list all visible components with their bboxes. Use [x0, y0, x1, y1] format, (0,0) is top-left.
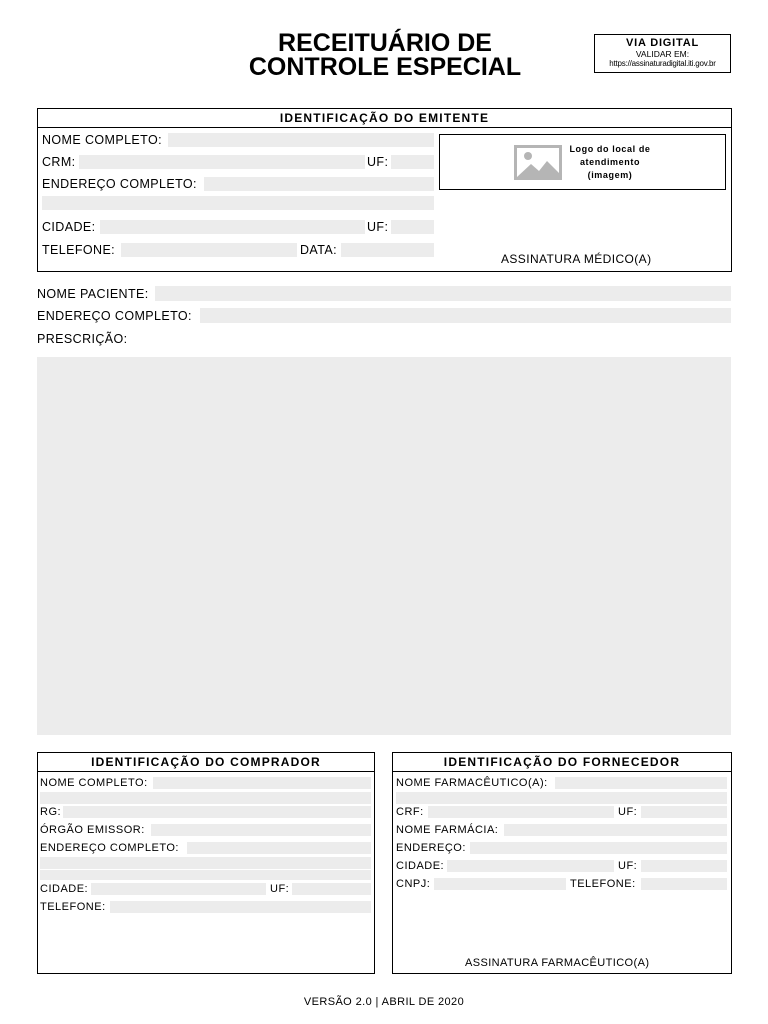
emitente-telefone-label: TELEFONE: [42, 243, 116, 257]
emitente-telefone-field[interactable] [121, 243, 297, 257]
paciente-endereco-label: ENDEREÇO COMPLETO: [37, 309, 192, 323]
fornecedor-cidade-label: CIDADE: [396, 860, 445, 872]
image-icon [514, 145, 562, 180]
fornecedor-telefone-label: TELEFONE: [570, 878, 636, 890]
fornecedor-telefone-field[interactable] [641, 878, 727, 890]
document-title-line1: RECEITUÁRIO DE [278, 29, 492, 57]
emitente-endereco-label: ENDEREÇO COMPLETO: [42, 177, 197, 191]
fornecedor-endereco-label: ENDEREÇO: [396, 842, 466, 854]
comprador-endereco-field-line2[interactable] [40, 857, 371, 869]
fornecedor-crf-field[interactable] [428, 806, 614, 818]
comprador-endereco-field[interactable] [187, 842, 371, 854]
assinatura-medico-label: ASSINATURA MÉDICO(A) [501, 252, 652, 266]
fornecedor-uf-label: UF: [618, 806, 638, 818]
emitente-uf2-label: UF: [367, 220, 389, 234]
emitente-nome-field[interactable] [168, 133, 434, 147]
emitente-heading: IDENTIFICAÇÃO DO EMITENTE [38, 109, 731, 128]
prescricao-label: PRESCRIÇÃO: [37, 332, 128, 346]
comprador-heading: IDENTIFICAÇÃO DO COMPRADOR [38, 753, 374, 772]
comprador-orgao-field[interactable] [151, 824, 371, 836]
comprador-endereco-field-line3[interactable] [40, 870, 371, 880]
comprador-telefone-field[interactable] [110, 901, 371, 913]
emitente-uf-field[interactable] [391, 155, 434, 169]
comprador-rg-label: RG: [40, 806, 62, 818]
emitente-crm-field[interactable] [79, 155, 365, 169]
comprador-cidade-field[interactable] [91, 883, 266, 895]
fornecedor-endereco-field[interactable] [470, 842, 727, 854]
via-digital-url[interactable]: https://assinaturadigital.iti.gov.br [609, 59, 716, 68]
via-digital-validate-label: VALIDAR EM: [635, 49, 690, 59]
fornecedor-uf2-label: UF: [618, 860, 638, 872]
paciente-nome-label: NOME PACIENTE: [37, 287, 149, 301]
via-digital-box [594, 34, 731, 73]
fornecedor-farmacia-label: NOME FARMÁCIA: [396, 824, 499, 836]
emitente-endereco-field[interactable] [204, 177, 434, 191]
emitente-uf2-field[interactable] [391, 220, 434, 234]
fornecedor-nome-field[interactable] [555, 777, 727, 789]
emitente-cidade-field[interactable] [100, 220, 365, 234]
assinatura-farmaceutico-label: ASSINATURA FARMACÊUTICO(A) [465, 957, 650, 969]
comprador-cidade-label: CIDADE: [40, 883, 89, 895]
fornecedor-uf-field[interactable] [641, 806, 727, 818]
emitente-nome-label: NOME COMPLETO: [42, 133, 162, 147]
fornecedor-cnpj-field[interactable] [434, 878, 566, 890]
comprador-rg-field[interactable] [63, 806, 371, 818]
logo-caption-line1: Logo do local de [569, 144, 651, 154]
emitente-endereco-field-line2[interactable] [42, 196, 434, 210]
emitente-cidade-label: CIDADE: [42, 220, 96, 234]
fornecedor-heading: IDENTIFICAÇÃO DO FORNECEDOR [393, 753, 731, 772]
emitente-uf-label: UF: [367, 155, 389, 169]
emitente-data-label: DATA: [300, 243, 337, 257]
comprador-nome-label: NOME COMPLETO: [40, 777, 148, 789]
comprador-endereco-label: ENDEREÇO COMPLETO: [40, 842, 179, 854]
prescricao-field[interactable] [37, 357, 731, 735]
comprador-uf-field[interactable] [292, 883, 371, 895]
comprador-orgao-label: ÓRGÃO EMISSOR: [40, 824, 145, 836]
via-digital-title: VIA DIGITAL [626, 37, 699, 49]
emitente-crm-label: CRM: [42, 155, 76, 169]
fornecedor-farmacia-field[interactable] [504, 824, 727, 836]
comprador-nome-field-line2[interactable] [40, 792, 371, 804]
logo-caption-line3: (imagem) [587, 170, 633, 180]
paciente-endereco-field[interactable] [200, 308, 731, 323]
logo-caption-line2: atendimento [579, 157, 641, 167]
fornecedor-nome-label: NOME FARMACÊUTICO(A): [396, 777, 548, 789]
logo-placeholder[interactable] [439, 134, 726, 190]
fornecedor-nome-field-line2[interactable] [396, 792, 727, 804]
document-title-line2: CONTROLE ESPECIAL [248, 53, 522, 81]
version-footer: VERSÃO 2.0 | ABRIL DE 2020 [303, 996, 465, 1008]
fornecedor-uf2-field[interactable] [641, 860, 727, 872]
comprador-telefone-label: TELEFONE: [40, 901, 106, 913]
logo-caption [560, 143, 660, 182]
paciente-nome-field[interactable] [155, 286, 731, 301]
fornecedor-cnpj-label: CNPJ: [396, 878, 431, 890]
fornecedor-crf-label: CRF: [396, 806, 424, 818]
fornecedor-cidade-field[interactable] [447, 860, 614, 872]
comprador-nome-field[interactable] [153, 777, 371, 789]
emitente-data-field[interactable] [341, 243, 434, 257]
comprador-uf-label: UF: [270, 883, 290, 895]
